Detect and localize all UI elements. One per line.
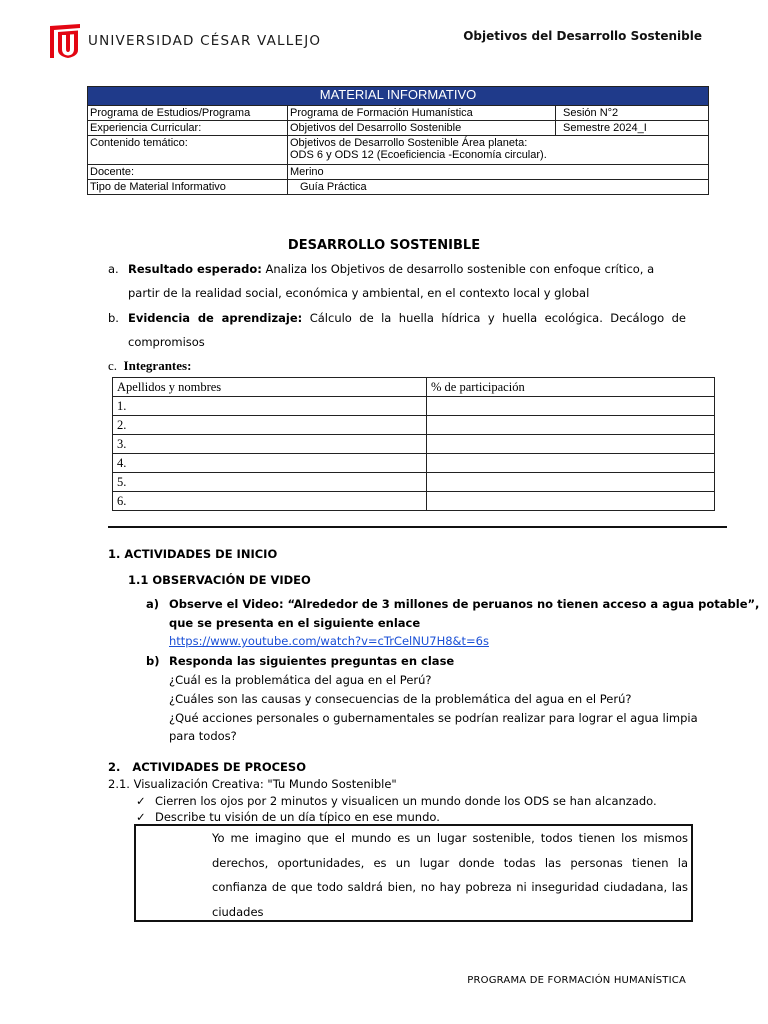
document-title: DESARROLLO SOSTENIBLE (287, 238, 481, 253)
table-row (113, 473, 715, 492)
member-name-cell[interactable]: 6. (113, 492, 427, 511)
learning-evidence-text (128, 306, 686, 354)
table-row (88, 180, 709, 195)
vision-answer-box[interactable] (134, 824, 693, 922)
learning-evidence-label: Evidencia de aprendizaje: (128, 311, 303, 325)
table-cell: Programa de Estudios/Programa (88, 106, 288, 121)
list-marker: b) (146, 654, 160, 668)
university-logo (50, 24, 321, 58)
member-name-cell[interactable]: 4. (113, 454, 427, 473)
member-name-cell[interactable]: 2. (113, 416, 427, 435)
section-divider (108, 526, 727, 528)
column-header: Apellidos y nombres (113, 378, 427, 397)
expected-result-body: Analiza los Objetivos de desarrollo sostenible con enfoque crítico, a partir de la realidad social, económica y ambiental, en el contexto local y global (128, 262, 655, 300)
video-instruction-line-2: que se presenta en el siguiente enlace (169, 616, 421, 630)
video-instruction-line-1: Observe el Video: “Alrededor de 3 millones de peruanos no tienen acceso a agua potable”, (169, 597, 760, 611)
table-cell: Docente: (88, 165, 288, 180)
table-row (113, 454, 715, 473)
question-item: para todos? (169, 729, 237, 743)
document-subject-title: Objetivos del Desarrollo Sostenible (463, 29, 702, 43)
process-activities-heading: 2. ACTIVIDADES DE PROCESO (108, 760, 306, 774)
participation-cell[interactable] (427, 454, 715, 473)
expected-result-text (128, 257, 686, 305)
video-observation-heading: 1.1 OBSERVACIÓN DE VIDEO (128, 573, 311, 587)
members-label (108, 358, 191, 374)
table-cell: Guía Práctica (288, 180, 709, 195)
creative-visualization-heading: 2.1. Visualización Creativa: "Tu Mundo Sostenible" (108, 777, 397, 791)
table-row (88, 121, 709, 136)
participation-cell[interactable] (427, 397, 715, 416)
expected-result-label: Resultado esperado: (128, 262, 262, 276)
list-marker: c. (108, 358, 118, 373)
participation-cell[interactable] (427, 416, 715, 435)
members-title: Integrantes: (123, 358, 192, 373)
table-row (113, 435, 715, 454)
table-row (113, 397, 715, 416)
table-title-row (88, 87, 709, 106)
check-icon: ✓ (136, 810, 146, 824)
table-cell: Semestre 2024_I (556, 121, 709, 136)
material-info-table (87, 86, 709, 195)
content-line-1: Objetivos de Desarrollo Sostenible Área planeta: (290, 137, 528, 149)
member-name-cell[interactable]: 1. (113, 397, 427, 416)
check-item: Cierren los ojos por 2 minutos y visualicen un mundo donde los ODS se han alcanzado. (155, 794, 657, 808)
table-cell: Experiencia Curricular: (88, 121, 288, 136)
questions-title: Responda las siguientes preguntas en clase (169, 654, 455, 668)
question-item: ¿Qué acciones personales o gubernamentales se podrían realizar para lograr el agua limpia (169, 711, 698, 725)
table-row (88, 106, 709, 121)
member-name-cell[interactable]: 5. (113, 473, 427, 492)
table-row (113, 416, 715, 435)
ucv-shield-icon (50, 24, 80, 58)
video-link[interactable]: https://www.youtube.com/watch?v=cTrCelNU7H8&t=6s (169, 634, 489, 648)
table-row (113, 492, 715, 511)
member-name-cell[interactable]: 3. (113, 435, 427, 454)
question-item: ¿Cuál es la problemática del agua en el Perú? (169, 673, 432, 687)
table-row (88, 136, 709, 165)
table-cell: Contenido temático: (88, 136, 288, 165)
table-title: MATERIAL INFORMATIVO (88, 87, 709, 106)
participation-cell[interactable] (427, 473, 715, 492)
question-item: ¿Cuáles son las causas y consecuencias de la problemática del agua en el Perú? (169, 692, 632, 706)
table-row (88, 165, 709, 180)
list-marker: a. (108, 262, 119, 276)
members-table (112, 377, 715, 511)
learning-evidence-body: Cálculo de la huella hídrica y huella ecológica. Decálogo de compromisos (128, 311, 686, 349)
page-footer: PROGRAMA DE FORMACIÓN HUMANÍSTICA (467, 975, 686, 986)
participation-cell[interactable] (427, 492, 715, 511)
table-cell: Programa de Formación Humanística (288, 106, 556, 121)
table-header-row (113, 378, 715, 397)
university-name: UNIVERSIDAD CÉSAR VALLEJO (88, 33, 322, 49)
expected-result-section (108, 257, 686, 305)
participation-cell[interactable] (427, 435, 715, 454)
table-cell: Tipo de Material Informativo (88, 180, 288, 195)
start-activities-heading: 1. ACTIVIDADES DE INICIO (108, 547, 278, 561)
list-marker: a) (146, 597, 160, 611)
content-line-2: ODS 6 y ODS 12 (Ecoeficiencia -Economía circular). (290, 149, 547, 161)
check-icon: ✓ (136, 794, 146, 808)
list-marker: b. (108, 311, 119, 325)
table-cell (288, 136, 709, 165)
learning-evidence-section (108, 306, 686, 354)
table-cell: Objetivos del Desarrollo Sostenible (288, 121, 556, 136)
table-cell: Merino (288, 165, 709, 180)
column-header: % de participación (427, 378, 715, 397)
vision-answer-text: Yo me imagino que el mundo es un lugar sostenible, todos tienen los mismos derechos, oportunidades, es un lugar donde todas las personas tienen la confianza de que todo saldrá bien, no hay pobreza ni inseguridad ciudadana, las ciudades (212, 831, 688, 919)
table-cell: Sesión N°2 (556, 106, 709, 121)
check-item: Describe tu visión de un día típico en ese mundo. (155, 810, 440, 824)
